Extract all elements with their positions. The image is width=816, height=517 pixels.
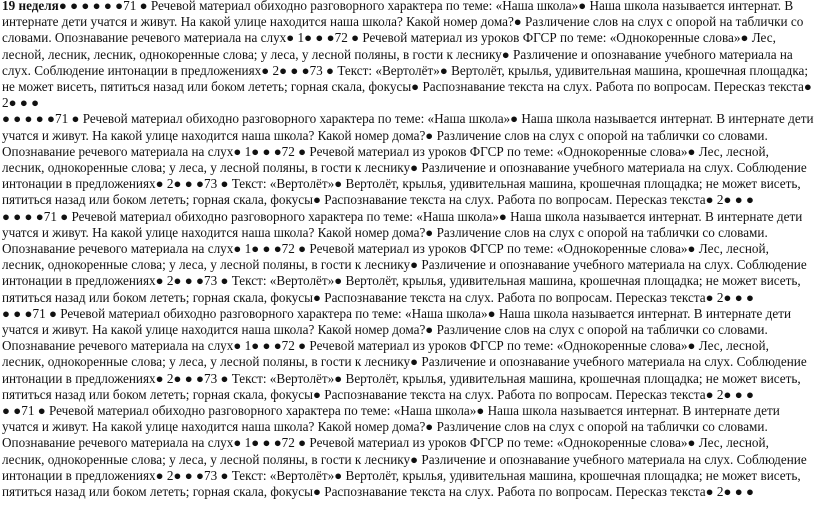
lesson-block-5 bbox=[2, 403, 814, 500]
lesson-block-5-text: ● ●71 ● Речевой материал обиходно разговорного характера по теме: «Наша школа»● Наша школа называется интернат. В интернате дети учатся и живут. На какой улице находится наша школа? Какой номер дома?● Различение слов на слух с опорой на таблички со словами. Опознавание речевого материала на слух● 1● ● ●72 ● Речевой материал из уроков ФГСР по теме: «Однокоренные слова»● Лес, лесной, лесник, однокоренные слова; у леса, у лесной поляны, в гости к леснику● Различение и опознавание учебного материала на слух. Соблюдение интонации в предложениях● 2● ● ●73 ● Текст: «Вертолёт»● Вертолёт, крылья, удивительная машина, крошечная площадка; не может висеть, пятиться назад или боком лететь; горная скала, фокусы● Распознавание текста на слух. Работа по вопросам. Пересказ текста● 2● ● ● bbox=[2, 403, 807, 500]
lesson-block-3-text: ● ● ● ●71 ● Речевой материал обиходно разговорного характера по теме: «Наша школа»● Наша школа называется интернат. В интернате дети учатся и живут. На какой улице находится наша школа? Какой номер дома?● Различение слов на слух с опорой на таблички со словами. Опознавание речевого материала на слух● 1● ● ●72 ● Речевой материал из уроков ФГСР по теме: «Однокоренные слова»● Лес, лесной, лесник, однокоренные слова; у леса, у лесной поляны, в гости к леснику● Различение и опознавание учебного материала на слух. Соблюдение интонации в предложениях● 2● ● ●73 ● Текст: «Вертолёт»● Вертолёт, крылья, удивительная машина, крошечная площадка; не может висеть, пятиться назад или боком лететь; горная скала, фокусы● Распознавание текста на слух. Работа по вопросам. Пересказ текста● 2● ● ● bbox=[2, 208, 807, 305]
lesson-block-2 bbox=[2, 111, 814, 208]
lesson-block-1-text: ● ● ● ● ● ●71 ● Речевой материал обиходно разговорного характера по теме: «Наша школа»● Наша школа называется интернат. В интернате дети учатся и живут. На какой улице находится наша школа? Какой номер дома?● Различение слов на слух с опорой на таблички со словами. Опознавание речевого материала на слух● 1● ● ●72 ● Речевой материал из уроков ФГСР по теме: «Однокоренные слова»● Лес, лесной, лесник, лесник, однокоренные слова; у леса, у лесной поляны, в гости к леснику● Различение и опознавание учебного материала на слух. Соблюдение интонации в предложениях● 2● ● ●73 ● Текст: «Вертолёт»● Вертолёт, крылья, удивительная машина, крошечная площадка; не может висеть, пятиться назад или боком лететь; горная скала, фокусы● Распознавание текста на слух. Работа по вопросам. Пересказ текста● 2● ● ● bbox=[2, 0, 812, 111]
lesson-block-2-text: ● ● ● ● ●71 ● Речевой материал обиходно разговорного характера по теме: «Наша школа»● Наша школа называется интернат. В интернате дети учатся и живут. На какой улице находится наша школа? Какой номер дома?● Различение слов на слух с опорой на таблички со словами. Опознавание речевого материала на слух● 1● ● ●72 ● Речевой материал из уроков ФГСР по теме: «Однокоренные слова»● Лес, лесной, лесник, однокоренные слова; у леса, у лесной поляны, в гости к леснику● Различение и опознавание учебного материала на слух. Соблюдение интонации в предложениях● 2● ● ●73 ● Текст: «Вертолёт»● Вертолёт, крылья, удивительная машина, крошечная площадка; не может висеть, пятиться назад или боком лететь; горная скала, фокусы● Распознавание текста на слух. Работа по вопросам. Пересказ текста● 2● ● ● bbox=[2, 111, 814, 208]
lesson-block-3 bbox=[2, 209, 814, 306]
document-body bbox=[2, 0, 814, 500]
lesson-block-4 bbox=[2, 306, 814, 403]
lesson-block-1 bbox=[2, 0, 814, 111]
lesson-block-4-text: ● ● ●71 ● Речевой материал обиходно разговорного характера по теме: «Наша школа»● Наша школа называется интернат. В интернате дети учатся и живут. На какой улице находится наша школа? Какой номер дома?● Различение слов на слух с опорой на таблички со словами. Опознавание речевого материала на слух● 1● ● ●72 ● Речевой материал из уроков ФГСР по теме: «Однокоренные слова»● Лес, лесной, лесник, однокоренные слова; у леса, у лесной поляны, в гости к леснику● Различение и опознавание учебного материала на слух. Соблюдение интонации в предложениях● 2● ● ●73 ● Текст: «Вертолёт»● Вертолёт, крылья, удивительная машина, крошечная площадка; не может висеть, пятиться назад или боком лететь; горная скала, фокусы● Распознавание текста на слух. Работа по вопросам. Пересказ текста● 2● ● ● bbox=[2, 305, 807, 402]
week-heading: 19 неделя bbox=[2, 0, 59, 13]
